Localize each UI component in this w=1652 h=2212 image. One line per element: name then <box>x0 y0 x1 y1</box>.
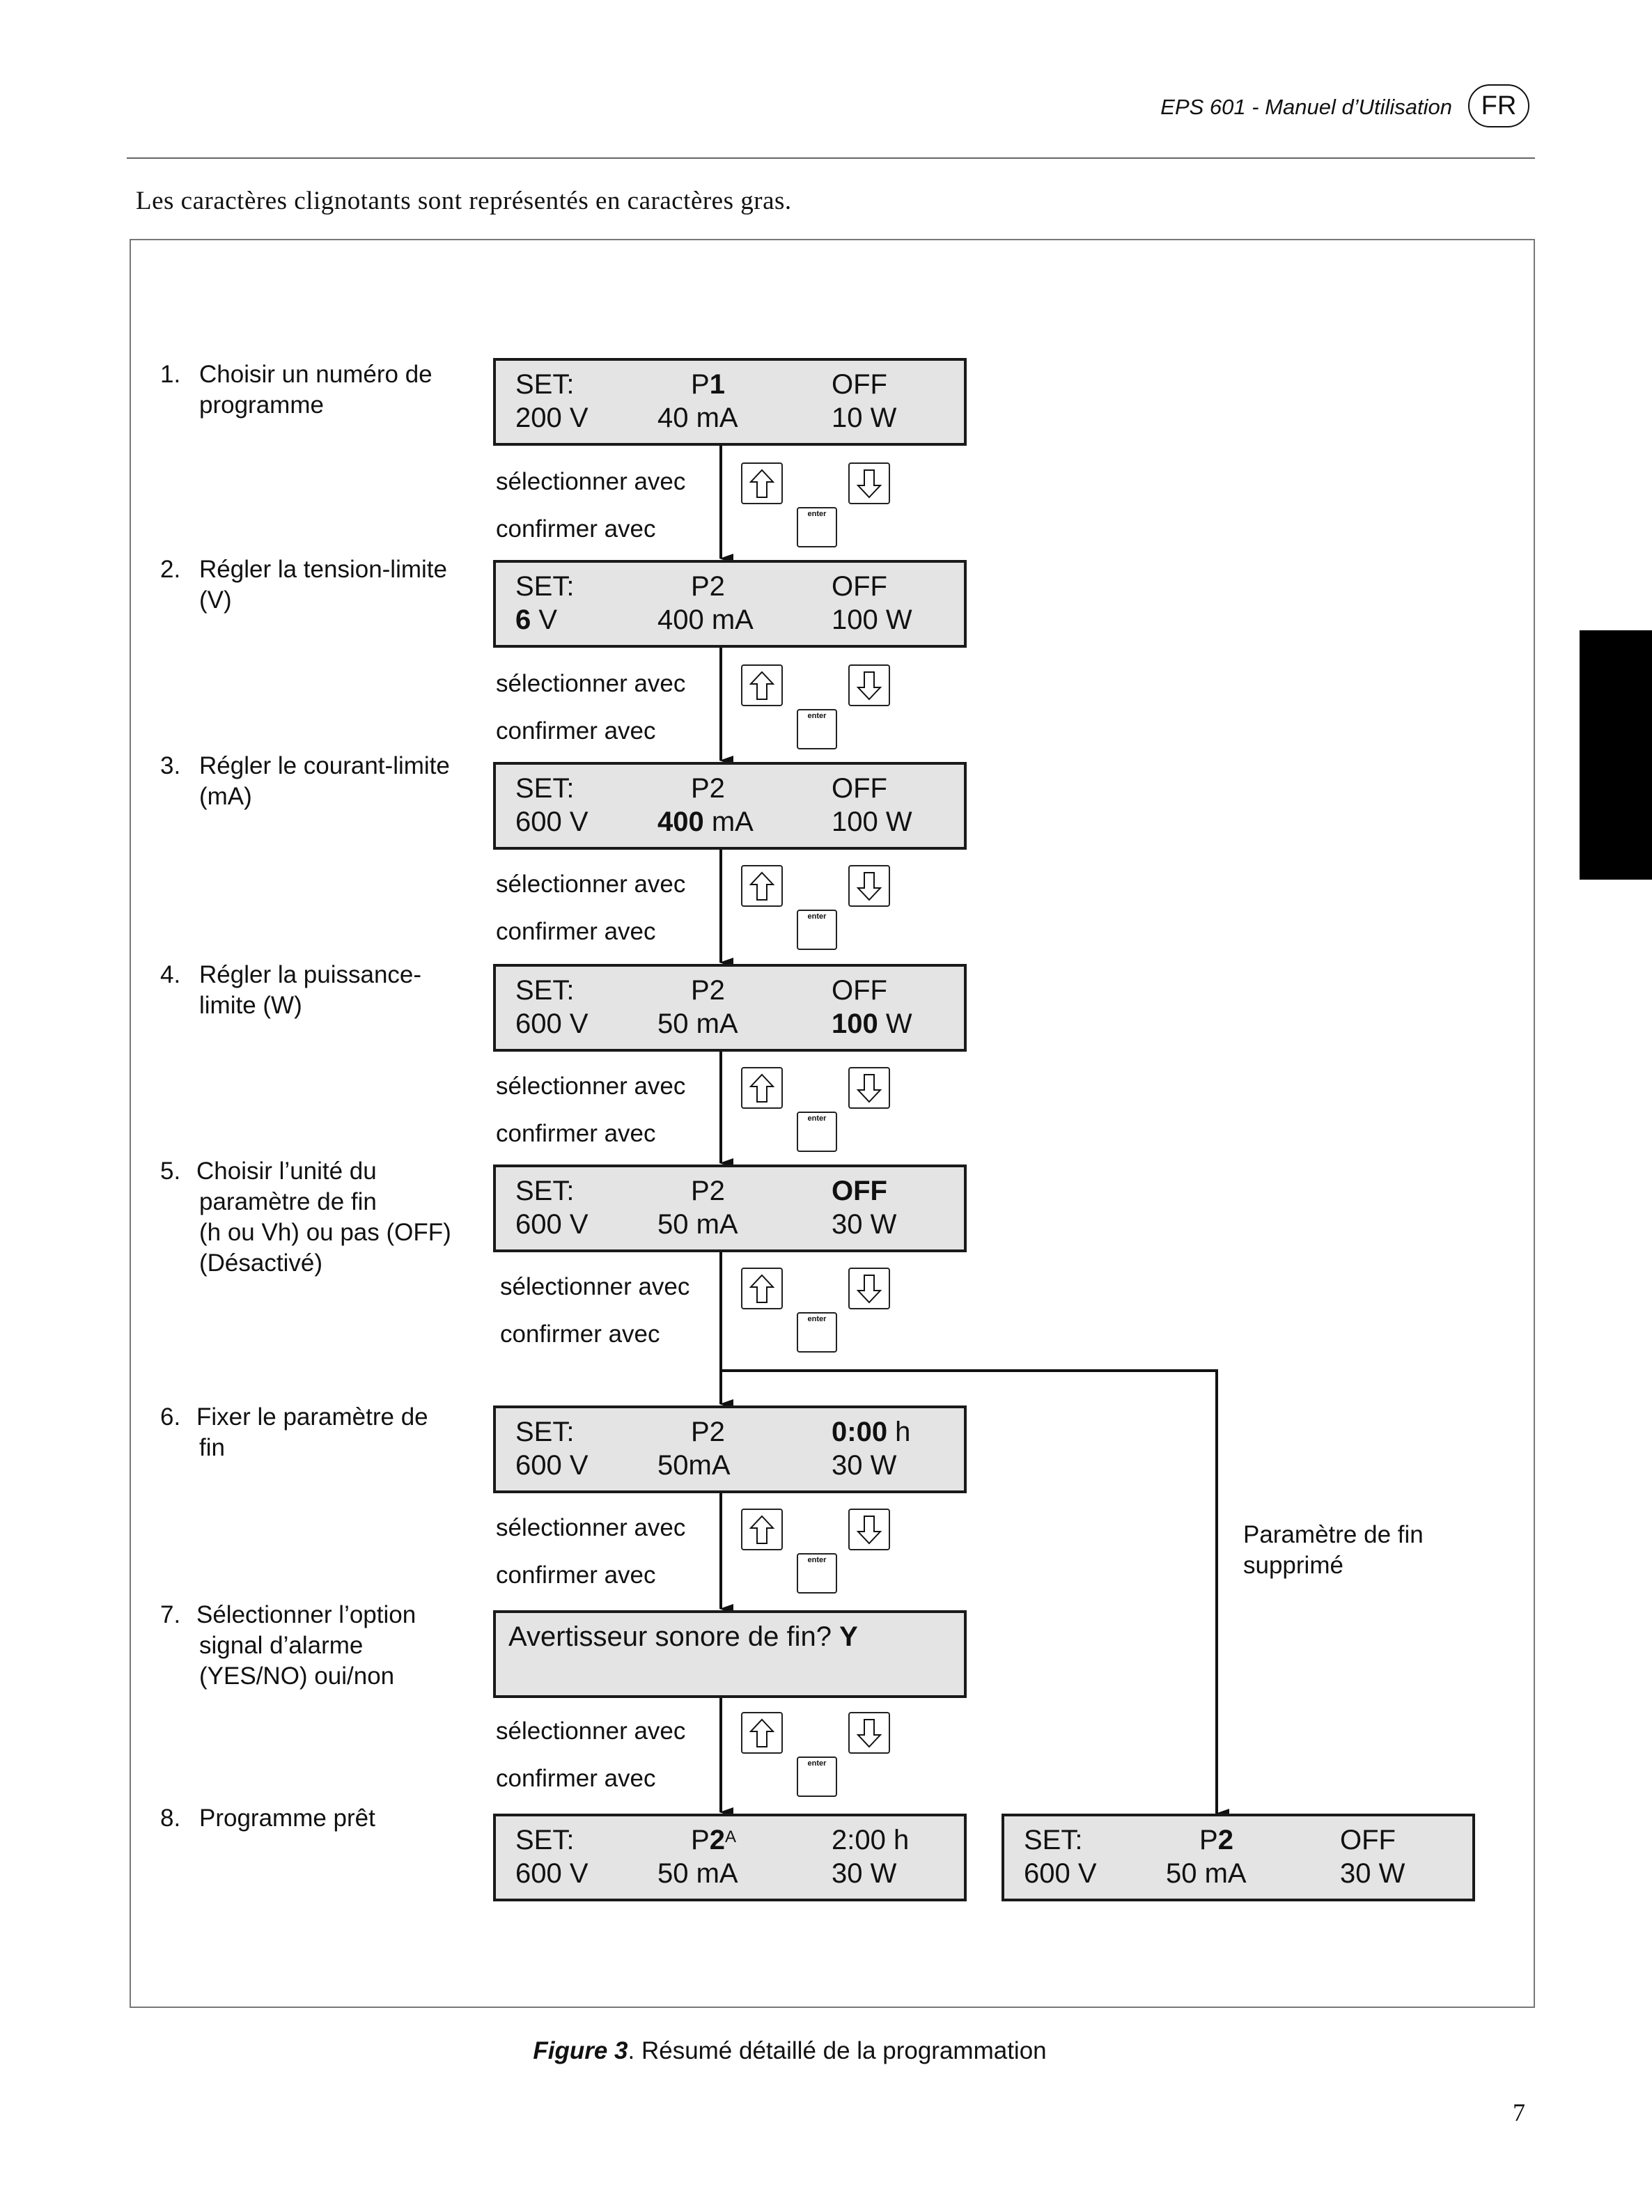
select-label: sélectionner avec <box>496 468 686 495</box>
arrow-up-icon <box>742 464 781 503</box>
select-label: sélectionner avec <box>496 1073 686 1100</box>
page-number: 7 <box>1513 2098 1525 2126</box>
enter-key[interactable]: enter <box>797 910 837 950</box>
down-key[interactable] <box>848 1067 890 1109</box>
down-key[interactable] <box>848 1712 890 1754</box>
lcd-display-8: SET: $P2^A$ 2:00 h 600 V 50 mA 30 W <box>493 1814 967 1901</box>
down-key[interactable] <box>848 664 890 706</box>
enter-key[interactable]: enter <box>797 1553 837 1594</box>
lcd-display-7: Avertisseur sonore de fin? Y <box>493 1610 967 1698</box>
lcd-display-alt: SET: P2 OFF 600 V 50 mA 30 W <box>1002 1814 1475 1901</box>
arrow-down-icon <box>850 666 889 705</box>
select-label: sélectionner avec <box>496 1514 686 1541</box>
enter-key[interactable]: enter <box>797 1112 837 1152</box>
confirm-label: confirmer avec <box>496 717 656 745</box>
down-key[interactable] <box>848 865 890 907</box>
confirm-label: confirmer avec <box>496 515 656 543</box>
language-badge: FR <box>1468 84 1529 127</box>
arrow-down-icon <box>850 1269 889 1308</box>
lcd-display-3: SET: P2 OFF 600 V 400 mA 100 W <box>493 762 967 850</box>
end-parameter-removed-note: Paramètre de fin supprimé <box>1243 1521 1424 1579</box>
confirm-label: confirmer avec <box>496 1561 656 1589</box>
document-header-title: EPS 601 - Manuel d’Utilisation <box>1160 95 1452 119</box>
down-key[interactable] <box>848 1509 890 1550</box>
select-label: sélectionner avec <box>496 871 686 898</box>
down-key[interactable] <box>848 1268 890 1309</box>
lcd-display-5: SET: P2 OFF 600 V 50 mA 30 W <box>493 1165 967 1252</box>
lcd-display-6: SET: P2 0:00 h 600 V 50mA 30 W <box>493 1405 967 1493</box>
figure-caption: Figure 3. Résumé détaillé de la programmation <box>533 2037 1047 2064</box>
intro-note: Les caractères clignotants sont représentés en caractères gras. <box>136 187 792 215</box>
arrow-up-icon <box>742 866 781 905</box>
up-key[interactable] <box>741 865 783 907</box>
enter-key[interactable]: enter <box>797 709 837 749</box>
arrow-up-icon <box>742 1068 781 1107</box>
select-label: sélectionner avec <box>496 1718 686 1745</box>
select-label: sélectionner avec <box>496 670 686 697</box>
arrow-down-icon <box>850 464 889 503</box>
enter-key[interactable]: enter <box>797 1312 837 1353</box>
arrow-down-icon <box>850 866 889 905</box>
enter-key[interactable]: enter <box>797 507 837 547</box>
up-key[interactable] <box>741 1712 783 1754</box>
confirm-label: confirmer avec <box>496 1120 656 1147</box>
arrow-up-icon <box>742 666 781 705</box>
lcd-display-1: SET: P1 OFF 200 V 40 mA 10 W <box>493 358 967 446</box>
header-divider <box>127 157 1535 159</box>
up-key[interactable] <box>741 462 783 504</box>
arrow-down-icon <box>850 1713 889 1752</box>
arrow-up-icon <box>742 1269 781 1308</box>
lcd-display-4: SET: P2 OFF 600 V 50 mA 100 W <box>493 964 967 1052</box>
section-thumb-tab <box>1580 630 1652 880</box>
select-label: sélectionner avec <box>500 1273 690 1300</box>
arrow-up-icon <box>742 1713 781 1752</box>
up-key[interactable] <box>741 664 783 706</box>
enter-key[interactable]: enter <box>797 1757 837 1797</box>
up-key[interactable] <box>741 1067 783 1109</box>
confirm-label: confirmer avec <box>496 918 656 945</box>
confirm-label: confirmer avec <box>496 1765 656 1792</box>
lcd-display-2: SET: P2 OFF 6 V 400 mA 100 W <box>493 560 967 648</box>
up-key[interactable] <box>741 1509 783 1550</box>
down-key[interactable] <box>848 462 890 504</box>
arrow-up-icon <box>742 1510 781 1549</box>
arrow-down-icon <box>850 1068 889 1107</box>
up-key[interactable] <box>741 1268 783 1309</box>
confirm-label: confirmer avec <box>500 1321 660 1348</box>
arrow-down-icon <box>850 1510 889 1549</box>
